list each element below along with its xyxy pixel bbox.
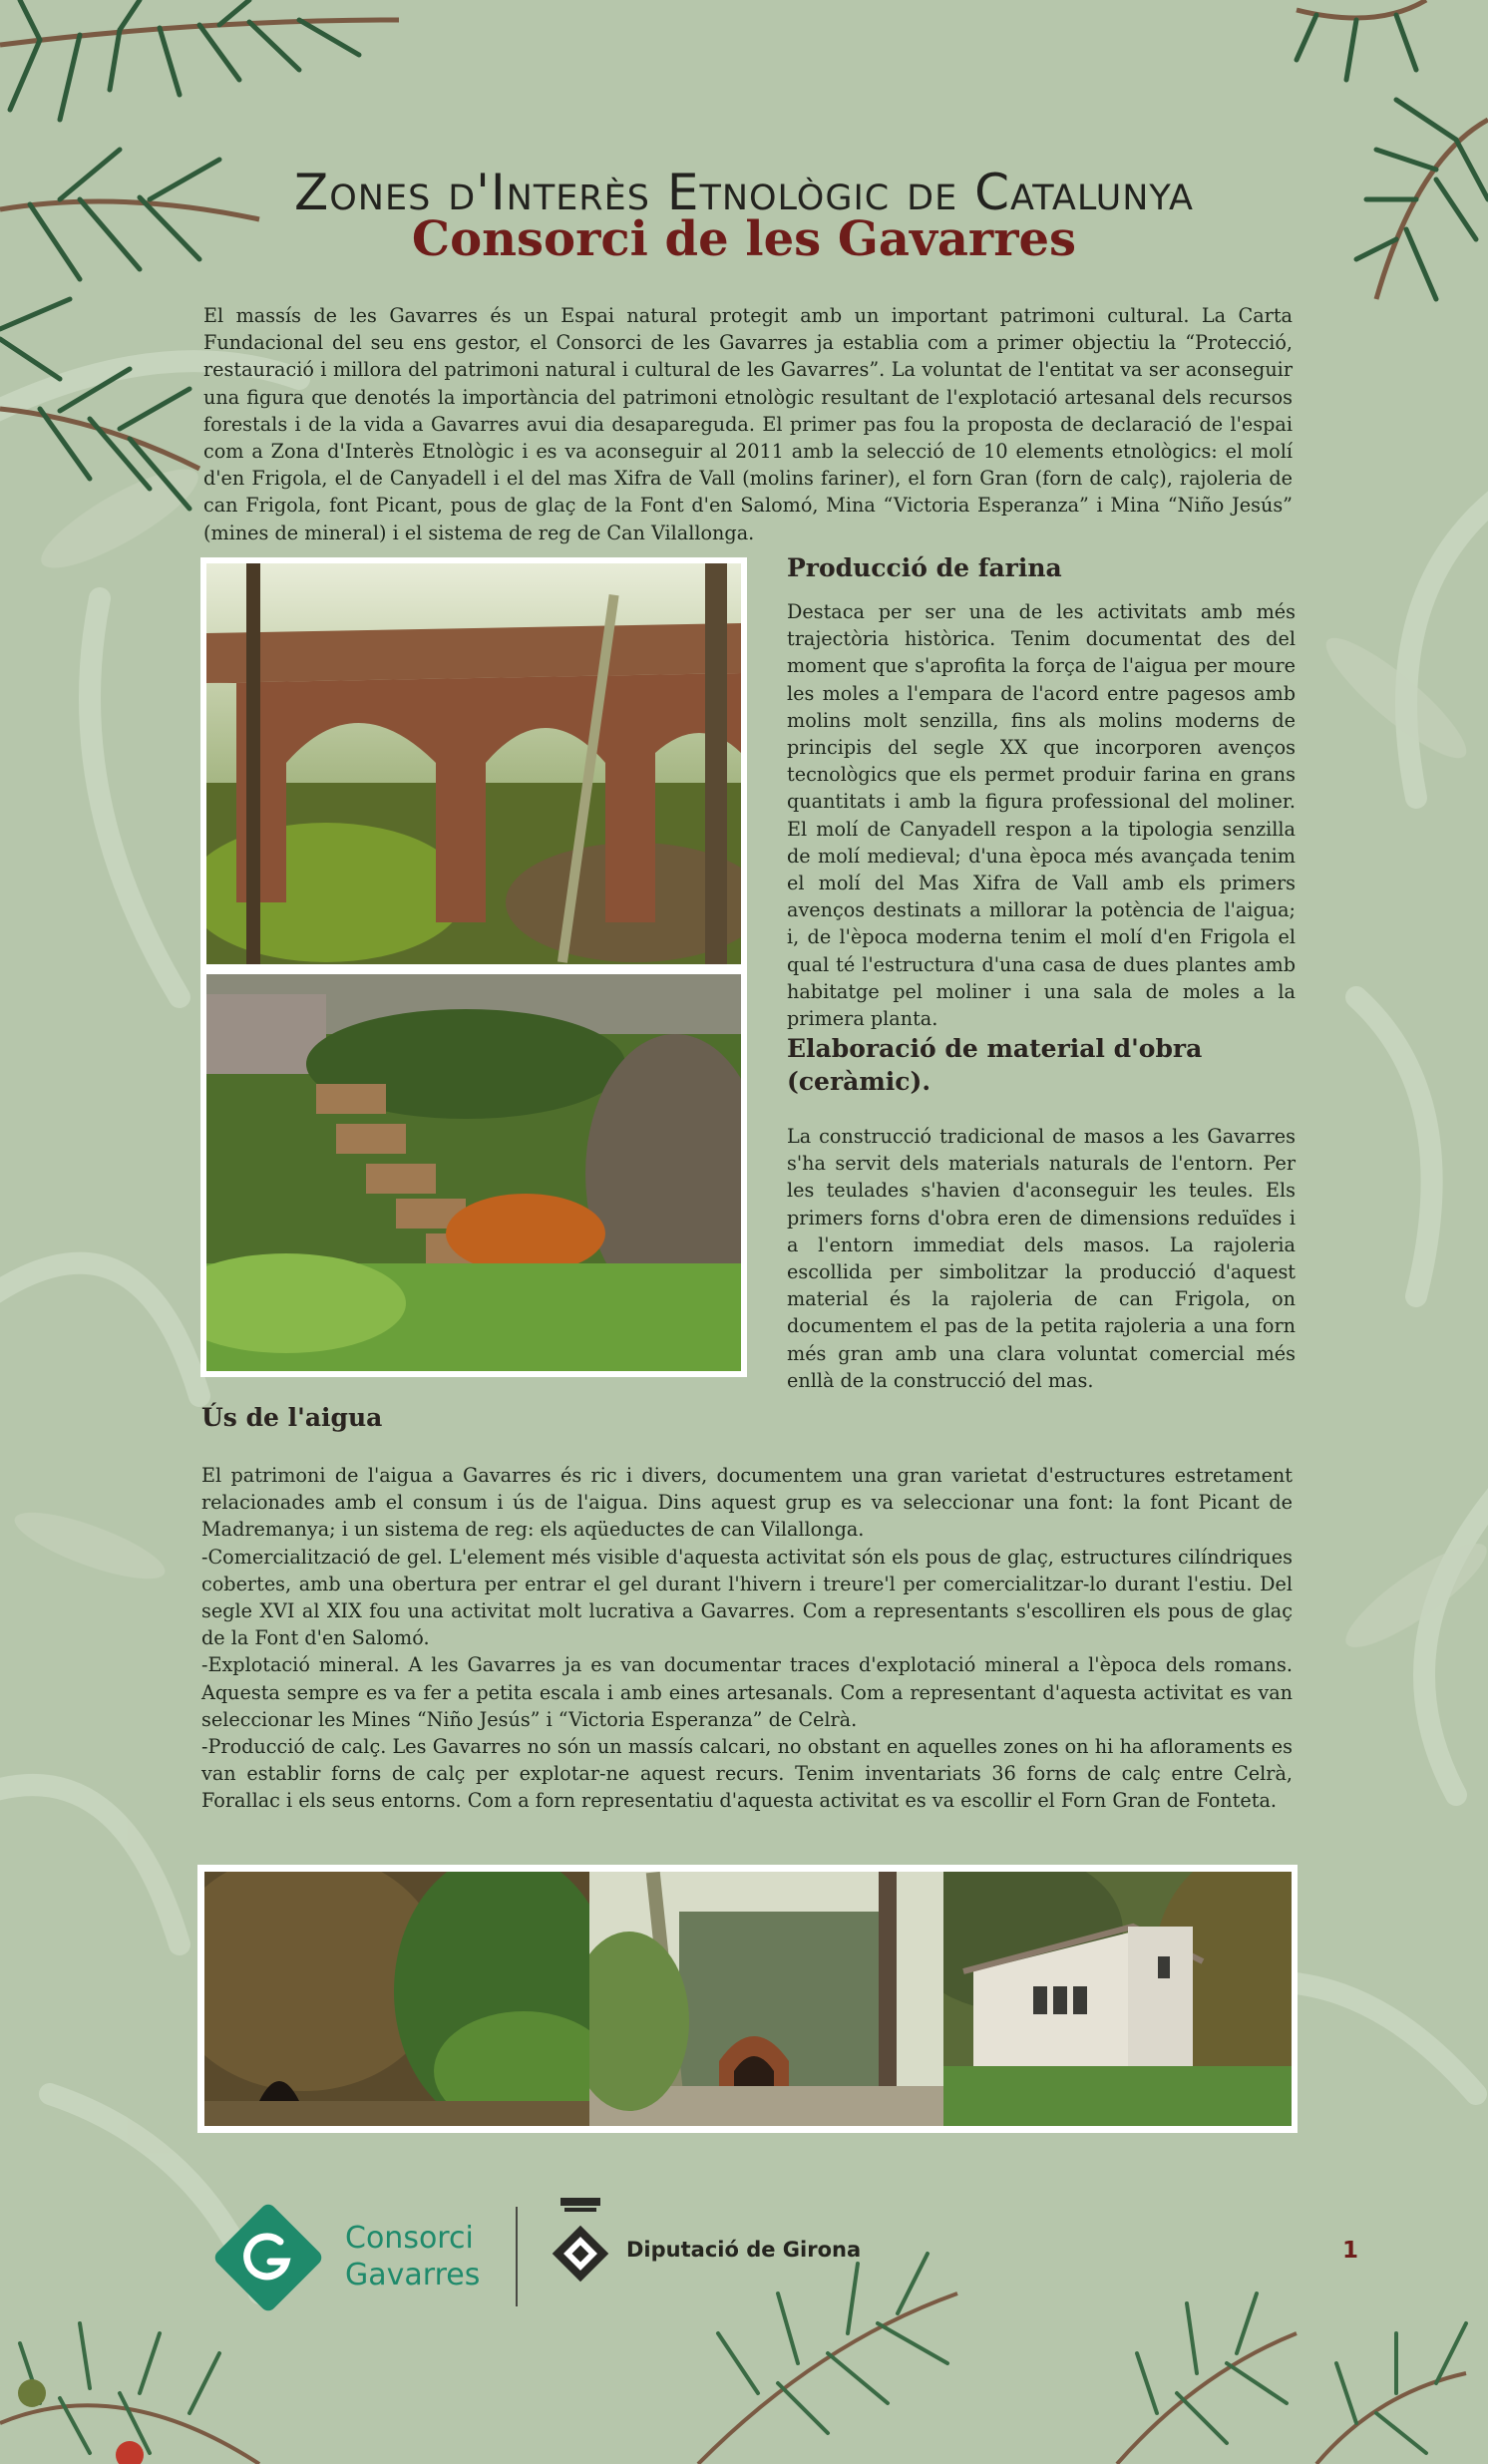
diputacio-girona-wordmark: Diputació de Girona xyxy=(626,2238,862,2262)
aigua-line: -Explotació mineral. A les Gavarres ja es van documentar traces d'explotació mineral a l'època dels romans. Aquesta sempre es va fer a petita escala i amb eines artesanals. Com a representant d'aquesta activitat es van seleccionar les Mines “Niño Jesús” i “Victoria Esperanza” de Celrà. xyxy=(201,1653,1293,1731)
photo-aqueduct xyxy=(206,563,741,964)
consorci-gavarres-wordmark xyxy=(345,2220,480,2293)
heading-produccio-farina: Producció de farina xyxy=(787,553,1062,582)
aigua-line: -Producció de calç. Les Gavarres no són un massís calcari, no obstant en aquelles zones on hi ha afloraments es van establir forns de calç per explotar-ne aquest recurs. Tenim inventariats 36 forns de calç entre Celrà, Forallac i els seus entorns. Com a forn representatiu d'aquesta activitat es va escollir el Forn Gran de Fonteta. xyxy=(201,1735,1293,1813)
photo-mill-house xyxy=(943,1872,1292,2126)
page-title: Zones d'Interès Etnològic de Catalunya xyxy=(293,163,1194,221)
page-subtitle: Consorci de les Gavarres xyxy=(411,211,1077,267)
aigua-line: -Comercialització de gel. L'element més visible d'aquesta activitat són els pous de glaç, estructures cilíndriques cobertes, amb una obertura per entrar el gel durant l'hivern i treure'l per comercialitzar-lo durant l'estiu. Del segle XVI al XIX fou una activitat molt lucrativa a Gavarres. Com a representants s'escolliren els pous de glaç de la Font d'en Salomó. xyxy=(201,1545,1293,1650)
paragraph-material-obra: La construcció tradicional de masos a les Gavarres s'ha servit dels materials naturals de l'entorn. Per les teulades s'havien d'aconseguir les teules. Els primers forns d'obra eren de dimensions reduïdes i a l'entorn immediat dels masos. La rajoleria escollida per simbolitzar la producció d'aquest material és la rajoleria de can Frigola, on documentem el pas de la petita rajoleria a una forn més gran amb una clara voluntat comercial més enllà de la construcció del mas. xyxy=(787,1125,1296,1392)
gavarres-line: Gavarres xyxy=(345,2258,481,2292)
heading-us-aigua: Ús de l'aigua xyxy=(201,1403,383,1432)
photo-mine-entrance xyxy=(204,1872,589,2126)
intro-paragraph: El massís de les Gavarres és un Espai natural protegit amb un important patrimoni cultural. La Carta Fundacional del seu ens gestor, el Consorci de les Gavarres ja establia com a primer objectiu la “Protecció, restauració i millora del patrimoni natural i cultural de les Gavarres”. La voluntat de l'entitat va ser aconseguir una figura que denotés la importància del patrimoni etnològic resultant de l'explotació artesanal dels recursos forestals i de la vida a Gavarres avui dia desapareguda. El primer pas fou la proposta de declaració de l'espai com a Zona d'Interès Etnològic i es va aconseguir al 2011 amb la selecció de 10 elements etnològics: el molí d'en Frigola, el de Canyadell i el del mas Xifra de Vall (molins fariner), el forn Gran (forn de calç), rajoleria de can Frigola, font Picant, pous de glaç de la Font d'en Salomó, Mina “Victoria Esperanza” i Mina “Niño Jesús” (mines de mineral) i el sistema de reg de Can Vilallonga. xyxy=(203,304,1293,544)
paragraph-us-aigua xyxy=(201,1462,1293,1815)
footer-divider xyxy=(516,2207,518,2306)
consorci-line: Consorci xyxy=(345,2221,474,2256)
consorci-gavarres-logo-icon xyxy=(204,2194,332,2321)
photo-lime-kiln xyxy=(589,1872,943,2126)
paragraph-produccio-farina: Destaca per ser una de les activitats amb més trajectòria històrica. Tenim documentat des del moment que s'aprofita la força de l'aigua per moure les moles a l'empara de l'acord entre pagesos amb molins molt senzilla, fins als molins moderns de principis del segle XX que incorporen avenços tecnològics que els permet produir farina en grans quantitats i amb la figura professional del moliner. El molí de Canyadell respon a la tipologia senzilla de molí medieval; d'una època més avançada tenim el molí del Mas Xifra de Vall amb els primers avenços destinats a millorar la potència de l'aigua; i, de l'època moderna tenim el molí d'en Frigola el qual té l'estructura d'una casa de dues plantes amb habitatge pel moliner i una sala de moles a la primera planta. xyxy=(787,600,1296,1031)
diputacio-girona-crest-icon xyxy=(547,2196,614,2286)
heading-material-obra: Elaboració de material d'obra (ceràmic). xyxy=(787,1034,1203,1096)
photo-stone-steps xyxy=(206,974,741,1371)
page-number: 1 xyxy=(1342,2238,1359,2264)
aigua-line: El patrimoni de l'aigua a Gavarres és ric i divers, documentem una gran varietat d'estructures estretament relacionades amb el consum i ús de l'aigua. Dins aquest grup es va seleccionar una font: la font Picant de Madremanya; i un sistema de reg: els aqüeductes de can Vilallonga. xyxy=(201,1464,1293,1542)
